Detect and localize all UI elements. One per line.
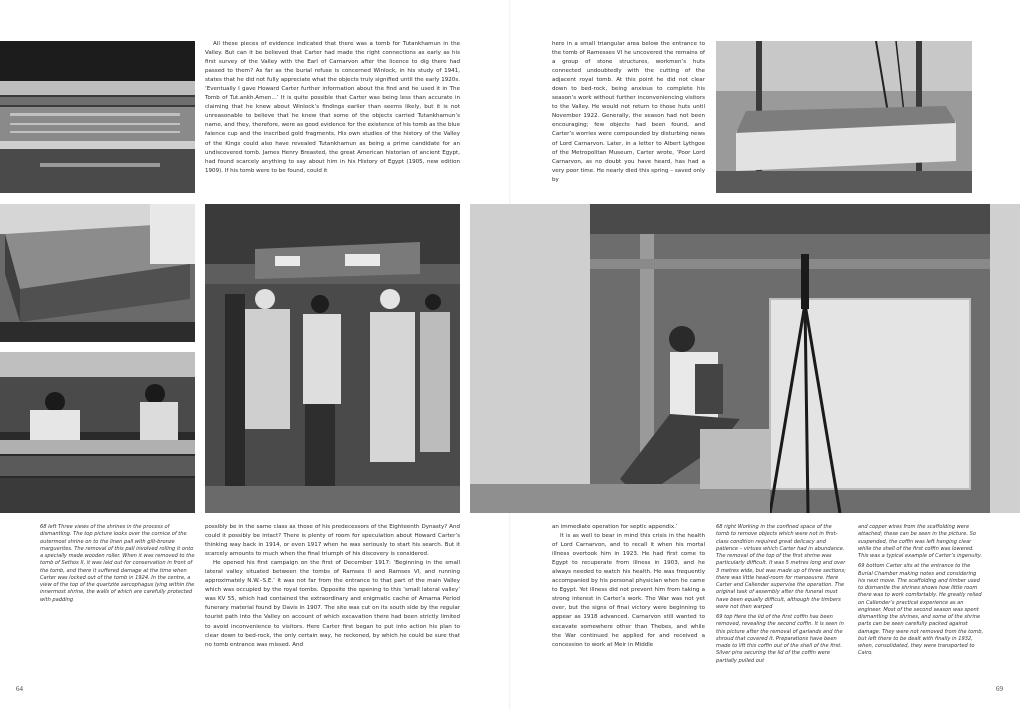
- photo-shrine-cornice-pall: [0, 41, 195, 193]
- paragraph: an immediate operation for septic appendix.’: [552, 524, 678, 530]
- photo-shrine-dismantling-workers: [0, 352, 195, 513]
- photo-sarcophagus-top: [0, 204, 195, 342]
- photo-second-coffin-lifted: [716, 41, 972, 193]
- paragraph: possibly be in the same class as those of his predecessors of the Eighteenth Dynasty? And could it possibly be intact? There is plenty of room for speculation about Howard Carter’s thinking way back in 1914, or even 1917 when he was seriously to start his search. But it scarcely amounts to much when the final triumph of his discovery is considered.: [205, 524, 460, 558]
- right-page-column-2: [552, 523, 705, 673]
- photo-carter-callender-shrine-lid: [205, 204, 460, 513]
- right-page-number: 69: [996, 685, 1003, 693]
- left-page-number: 64: [16, 685, 23, 693]
- caption-69-top-continued: and copper wires from the scaffolding were attached; these can be seen in the picture. So suspended, the coffin was left hanging clear while the shell of the first coffin was lowered. This was a typical example of Carter’s ingenuity.: [858, 524, 983, 559]
- caption-68-right: 68 right Working in the confined space of the tomb to remove objects which were not in first-class condition required great delicacy and patience – virtues which Carter had in abundance. The removal of the top of the first shrine was particularly difficult. It was 5 metres long and over 3 metres wide, but was made up of three sections; there was little head-room for manoeuvre. Here Carter and Callender supervise the operation. The original task of assembly after the funeral must have been equally difficult, although the timbers were not then warped: [716, 524, 846, 610]
- caption-69-top: 69 top Here the lid of the first coffin has been removed, revealing the second coffin. It is seen in this picture after the removal of garlands and the shroud that covered it. Preparations have been made to lift this coffin out of the shell of the first. Silver pins securing the lid of the coffin were partially pulled out: [716, 614, 844, 664]
- right-page-caption-69: [858, 524, 984, 669]
- right-page-column-1: [552, 40, 705, 196]
- caption-69-bottom: 69 bottom Carter sits at the entrance to the Burial Chamber making notes and considering his next move. The scaffolding and timber used to dismantle the shrines shows how little room there was to work comfortably. He greatly relied on Callender’s practical experience as an engineer. Most of the second season was spent dismantling the shrines, and some of the shrine parts can be seen carefully packed against damage. They were not removed from the tomb, but left there to be dealt with finally in 1932, when, consolidated, they were transported to Cairo.: [858, 563, 984, 657]
- right-page-caption-68-right: [716, 524, 846, 669]
- left-page-caption: 68 left Three views of the shrines in the process of dismantling. The top picture looks over the cornice of the outermost shrine on to the linen pall with gilt-bronze marguerites. The removal of this pall involved rolling it onto a specially made wooden roller. When it was removed to the tomb of Sethos II, it was laid out for conservation in front of the tomb, and there it suffered damage at the time when Carter was locked out of the tomb in 1924. In the centre, a view of the top of the quartzite sarcophagus lying within the innermost shrine, the walls of which are carefully protected with padding: [40, 524, 195, 603]
- left-page-column-2: [205, 523, 460, 673]
- left-page-column-1: [205, 40, 460, 196]
- paragraph: He opened his first campaign on the first of December 1917: ‘Beginning in the small lateral valley situated between the tombs of Ramses II and Ramses VI, and running approximately N.W.–S.E.’ It was not far from the entrance to that part of the main Valley which was occupied by the royal tombs. Opposite the opening to this ‘small lateral valley’ was KV 55, which had contained the extraordinary and enigmatic cache of Amarna Period funerary material found by Davis in 1907. The site was cut on its south side by the regular tourist path into the Valley on account of which excavation there had been strictly limited to avoid inconvenience to visitors. Here Carter first began to put into action his plan to clear down to bed-rock, the only certain way, he reckoned, by which he could be sure that no tomb entrance was missed. And: [205, 560, 460, 648]
- paragraph: It is as well to bear in mind this crisis in the health of Lord Carnarvon, and to recall it when his mortal illness overtook him in 1923. He had first come to Egypt to recuperate from illness in 1903, and he always needed to watch his health. He was frequently accompanied by his personal physician when he came to Egypt. Yet illness did not prevent him from taking a strong interest in Carter’s work. The War was not yet over, but the signs of final victory were beginning to appear as 1918 advanced. Carnarvon still wanted to excavate somewhere other than Thebes, and while the War continued he applied for and received a concession to work at Meir in Middle: [552, 533, 705, 648]
- photo-carter-seated-burial-chamber: [470, 204, 1020, 513]
- paragraph: here in a small triangular area below the entrance to the tomb of Ramesses VI he uncovered the remains of a group of stone structures, workmen’s huts connected undoubtedly with the cutting of the adjacent royal tomb. At this point he did not clear down to bed-rock, being anxious to complete his season’s work without further inconveniencing visitors to the Valley. He would not return to those huts until November 1922. Generally, the season had not been encouraging; few objects had been found, and Carter’s worries were compounded by disturbing news of Lord Carnarvon. Later, in a letter to Albert Lythgoe of the Metropolitan Museum, Carter wrote, ‘Poor Lord Carnarvon, as no doubt you have heard, has had a very poor time. He nearly died this spring – saved only by: [552, 41, 705, 183]
- paragraph: All these pieces of evidence indicated that there was a tomb for Tutankhamun in the Valley. But can it be believed that Carter had made the right connections as early as his first survey of the Valley with the Earl of Carnarvon after the licence to dig there had passed to them? As far as the burial refuse is concerned Winlock, in his study of 1941, states that he did not fully appreciate what the objects truly signified until the early 1920s. ‘Eventually I gave Howard Carter further information about the find and he used it in The Tomb of Tut.ankh.Amen...’ It is quite possible that Carter was being less than accurate in claiming that he knew about Winlock’s findings earlier than seems likely, but it is not unreasonable to believe that he knew that some of the objects carried Tutankhamun’s name, and they, therefore, were as good evidence for the existence of his tomb as the blue faience cup and the inscribed gold fragments. His own studies of the history of the Valley of the Kings could also have revealed Tutankhamun as being a prime candidate for an undiscovered tomb. James Henry Breasted, the great American historian of ancient Egypt, had found scarcely anything to say about him in his History of Egypt (1905, new edition 1909). If his tomb were to be found, could it: [205, 41, 460, 174]
